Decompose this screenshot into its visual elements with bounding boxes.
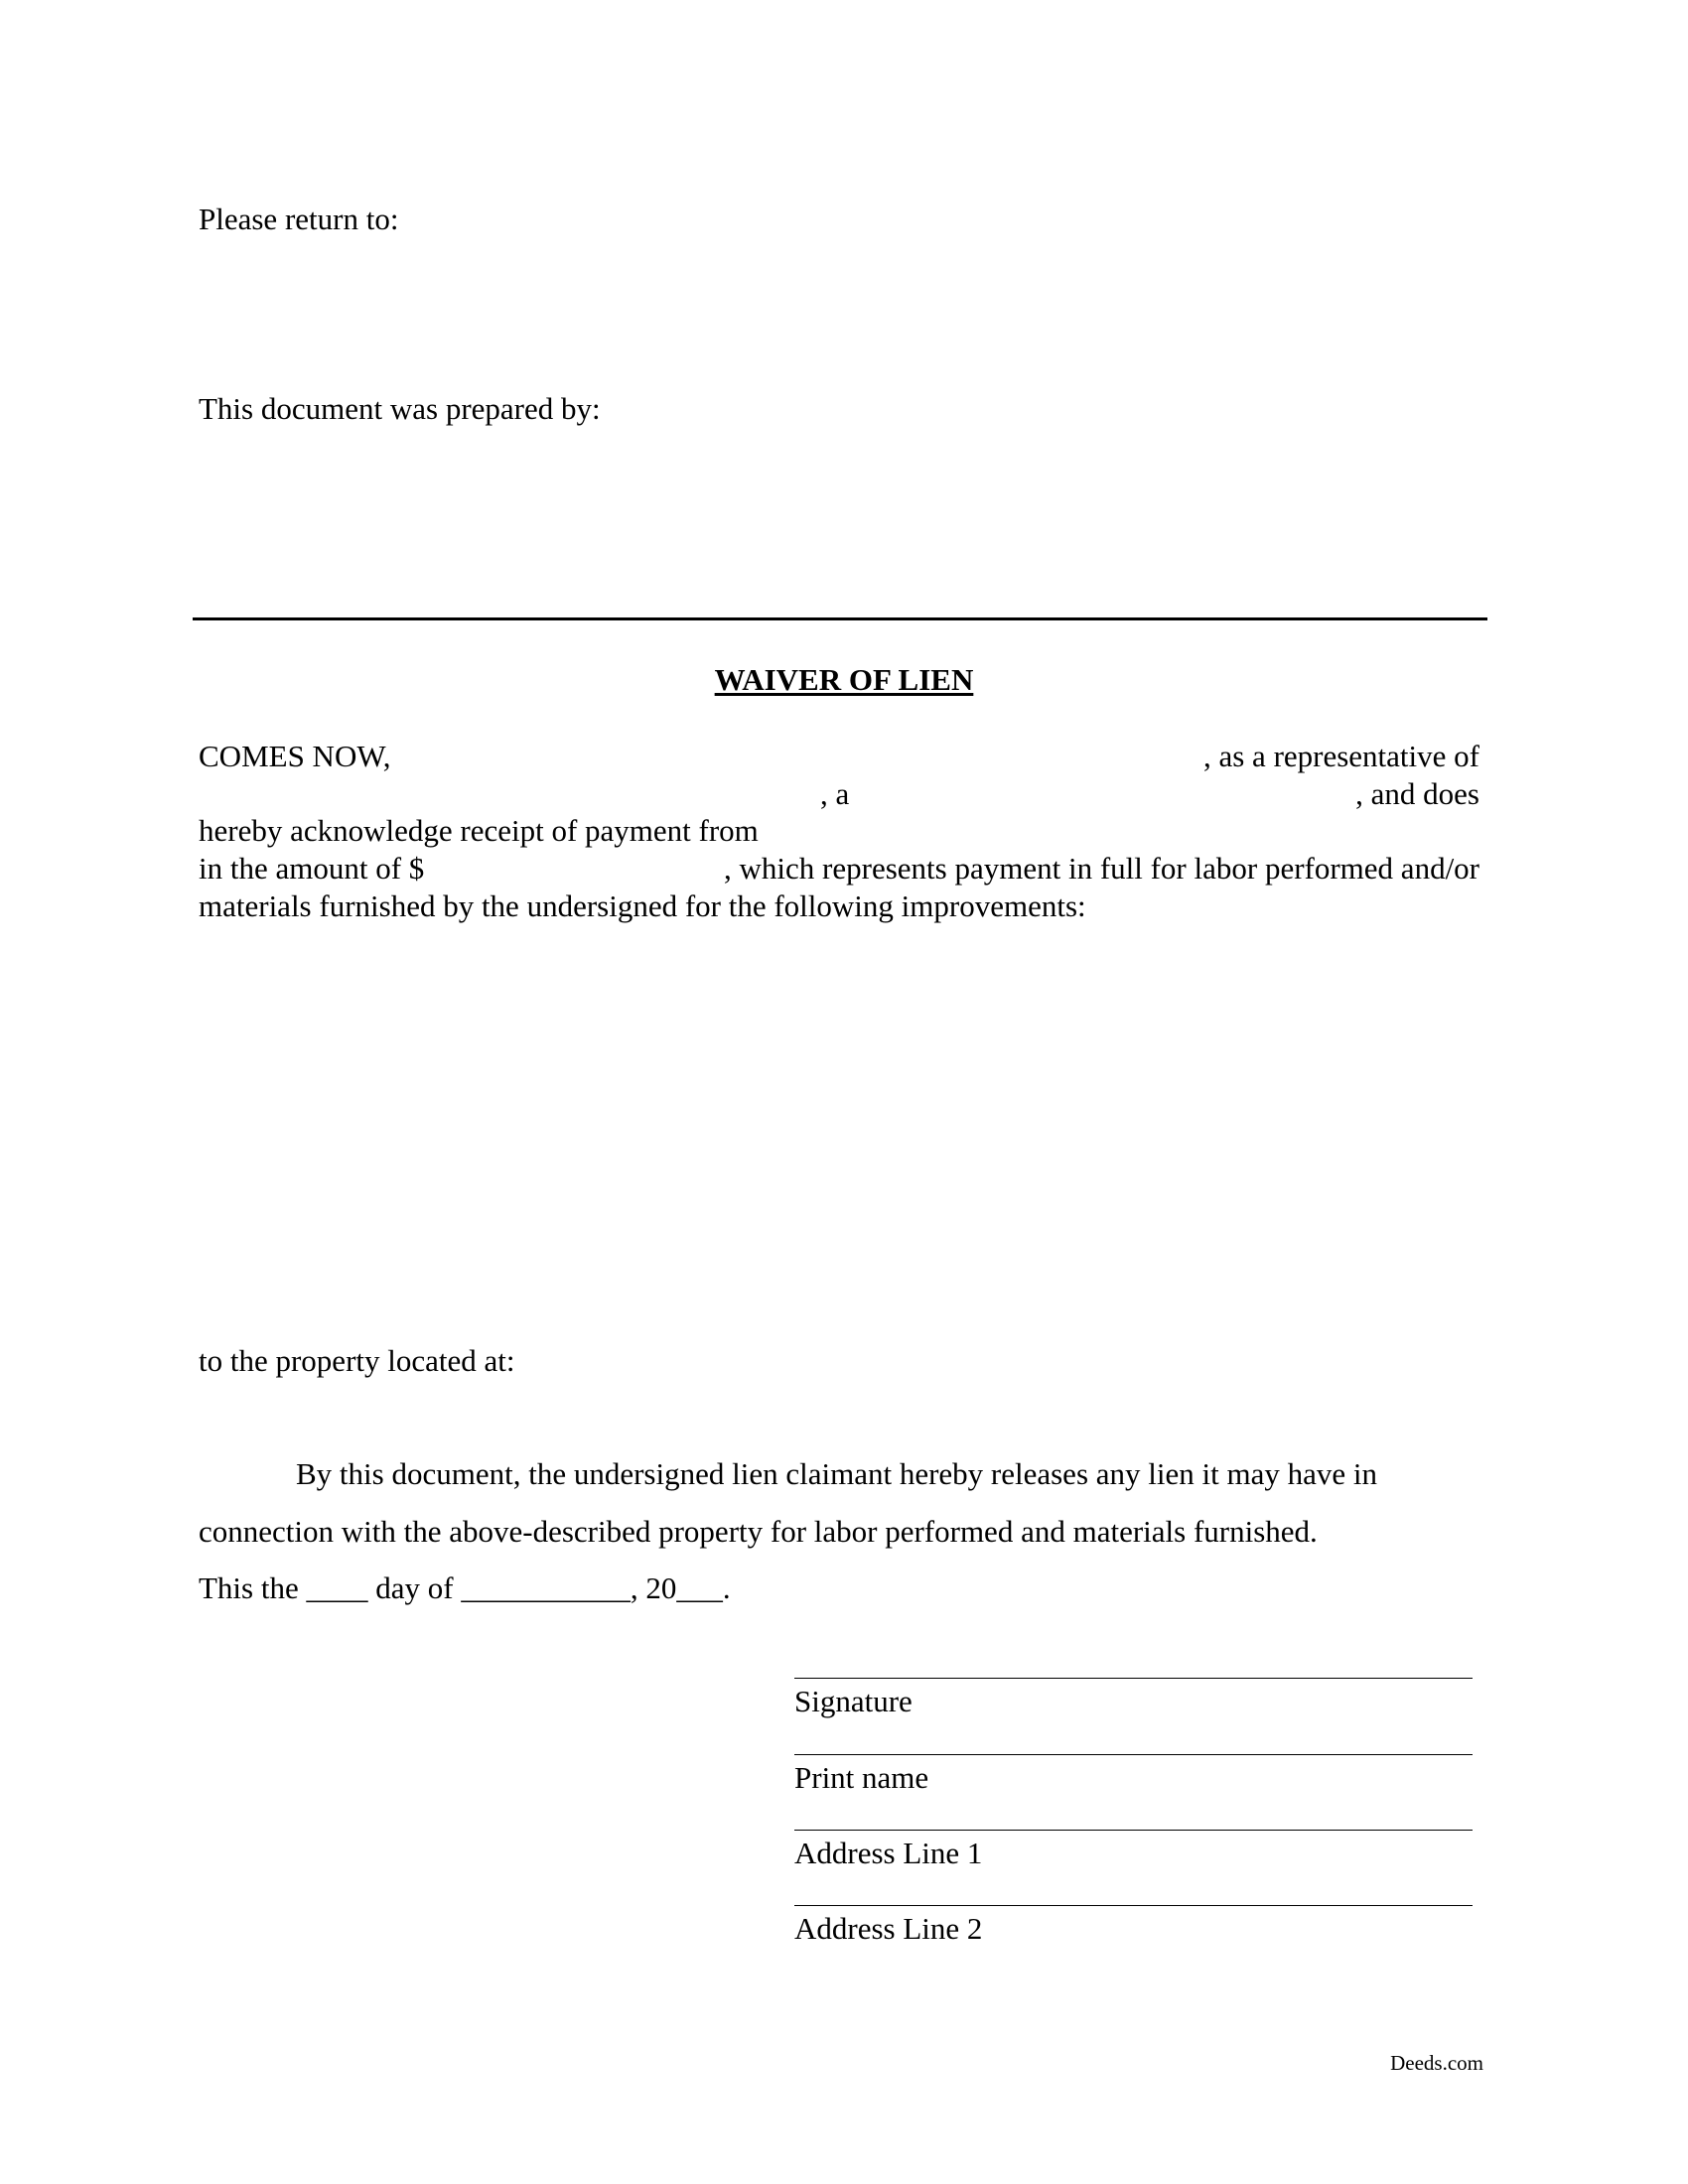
release-paragraph-line-2: connection with the above-described property for labor performed and materials furnished. — [199, 1514, 1318, 1549]
property-located-text: to the property located at: — [199, 1343, 515, 1378]
address-line-2-label: Address Line 2 — [794, 1911, 983, 1946]
signature-label: Signature — [794, 1684, 913, 1718]
release-paragraph-line-1: By this document, the undersigned lien claimant hereby releases any lien it may have in — [296, 1456, 1377, 1491]
address-line-1-label: Address Line 1 — [794, 1836, 983, 1870]
document-title: WAIVER OF LIEN — [714, 662, 974, 697]
payment-in-full-text: , which represents payment in full for labor performed and/or — [724, 851, 1479, 886]
prepared-by-label: This document was prepared by: — [199, 391, 601, 426]
as-representative-text: , as a representative of — [1202, 739, 1479, 773]
signature-line — [794, 1678, 1473, 1679]
address-line-2-line — [794, 1905, 1473, 1906]
and-does-text: , and does — [1355, 776, 1479, 811]
date-line: This the ____ day of ___________, 20___. — [199, 1570, 731, 1605]
footer-brand: Deeds.com — [1390, 2051, 1483, 2075]
return-to-label: Please return to: — [199, 202, 399, 236]
print-name-label: Print name — [794, 1760, 929, 1795]
address-line-1-line — [794, 1830, 1473, 1831]
header-divider — [193, 617, 1487, 620]
materials-furnished-text: materials furnished by the undersigned for the following improvements: — [199, 888, 1086, 923]
comma-a-text: , a — [820, 776, 850, 811]
comes-now-text: COMES NOW, — [199, 739, 391, 773]
print-name-line — [794, 1754, 1473, 1755]
amount-of-text: in the amount of $ — [199, 851, 425, 886]
acknowledge-receipt-text: hereby acknowledge receipt of payment from — [199, 813, 759, 848]
